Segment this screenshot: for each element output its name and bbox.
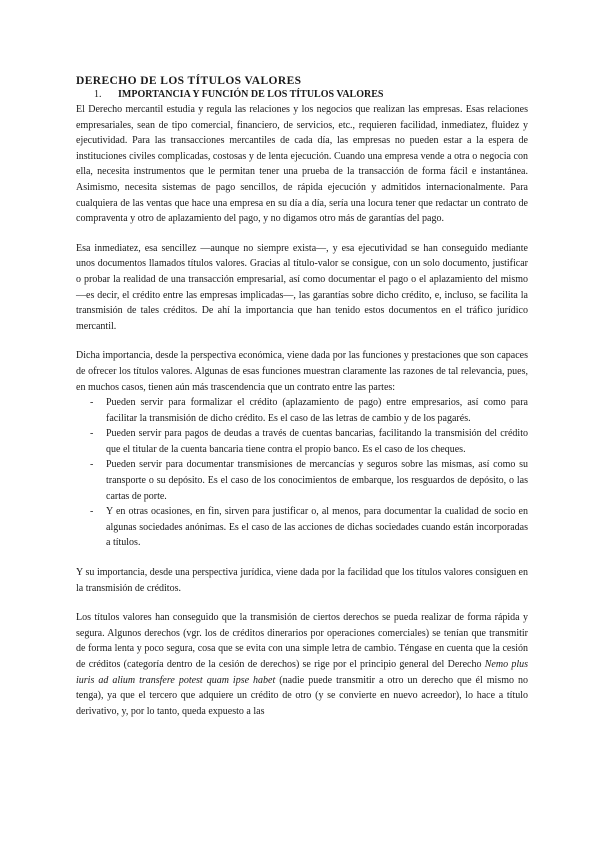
paragraph-4: Y su importancia, desde una perspectiva jurídica, viene dada por la facilidad que los títulos valores consiguen en la transmisión de créditos. [76,567,528,594]
list-item-text: Y en otras ocasiones, en fin, sirven para justificar o, al menos, para documentar la cualidad de socio en algunas sociedades anónimas. Es el caso de las acciones de dichas sociedades cuando están incorporadas a títulos. [106,506,528,549]
document-page [76,74,528,719]
paragraph-2: Esa inmediatez, esa sencillez —aunque no siempre exista—, y esa ejecutividad se han conseguido mediante unos documentos llamados títulos valores. Gracias al título-valor se consigue, con un solo documento, justificar o probar la realidad de una transacción empresarial, así como documentar el pago o el aplazamiento del mismo —es decir, el crédito entre las empresas implicadas—, las garantías sobre dicho crédito, e, incluso, se facilita la transmisión de tales créditos. De ahí la importancia que han tenido estos documentos en el tráfico jurídico mercantil. [76,242,528,332]
bullet-dash: - [90,428,94,440]
paragraph-3: Dicha importancia, desde la perspectiva económica, viene dada por las funciones y prestaciones que son capaces de ofrecer los títulos valores. Algunas de esas funciones muestran claramente las razones de tal relevancia, pues, en muchos casos, tienen aún más trascendencia que un contrato entre las partes: [76,350,528,393]
section-number: 1. [94,89,102,100]
section-title: IMPORTANCIA Y FUNCIÓN DE LOS TÍTULOS VALORES [118,89,384,100]
document-title: DERECHO DE LOS TÍTULOS VALORES [76,75,302,87]
functions-list [76,395,528,551]
paragraph-5-end: (nadie puede transmitir a otro un derecho que él mismo no tenga), ya que el tercero que adquiere un crédito de otro (y se convierte en nuevo acreedor), lo hace a título derivativo, y, por lo tanto, queda expuesto a las [76,674,528,717]
list-item [76,504,528,551]
bullet-dash: - [90,397,94,409]
list-item-text: Pueden servir para documentar transmisiones de mercancías y seguros sobre las mismas, así como su transporte o su depósito. Es el caso de los conocimientos de embarque, los resguardos de depósito, o las cartas de porte. [106,459,528,502]
section-heading [94,88,528,102]
paragraph-5-start: Los títulos valores han conseguido que la transmisión de ciertos derechos se pueda realizar de forma rápida y segura. Algunos derechos (vgr. los de créditos dinerarios por operaciones comerciales) se tenían que transmitir de forma lenta y poco segura, cosa que se evita con una simple letra de cambio. Téngase en cuenta que la cesión de créditos (categoría dentro de la cesión de derechos) se rige por el principio general del Derecho [76,612,528,670]
list-item [76,426,528,457]
paragraph-5 [76,610,528,719]
list-item [76,457,528,504]
list-item [76,395,528,426]
paragraph-1: El Derecho mercantil estudia y regula las relaciones y los negocios que realizan las empresas. Esas relaciones empresariales, sean de tipo comercial, financiero, de servicios, etc., requieren facilidad, inmediatez, fluidez y ejecutividad. Para las transacciones mercantiles de cada día, las empresas no pueden estar a la espera de instituciones civiles complicadas, costosas y de lenta ejecución. Cuando una empresa vende a otra o negocia con ella, necesita instrumentos que le permitan tener una prueba de la transacción de forma fácil e instantánea. Asimismo, necesita sistemas de pago sencillos, de rápida ejecución y admitidos internacionalmente. Para cualquiera de las ventas que hace una empresa en su día a día, sería una locura tener que redactar un contrato de compraventa y otro de aplazamiento del pago, y no digamos otro más de garantías del pago. [76,104,528,225]
list-item-text: Pueden servir para formalizar el crédito (aplazamiento de pago) entre empresarios, así como para facilitar la transmisión de dicho crédito. Es el caso de las letras de cambio y de los pagarés. [106,397,528,424]
bullet-dash: - [90,506,94,518]
list-item-text: Pueden servir para pagos de deudas a través de cuentas bancarias, facilitando la transmisión del crédito que el titular de la cuenta bancaria tiene contra el propio banco. Es el caso de los cheques. [106,428,528,455]
latin-maxim: Nemo plus iuris ad alium transfere potest quam ipse habet [76,659,529,686]
bullet-dash: - [90,459,94,471]
